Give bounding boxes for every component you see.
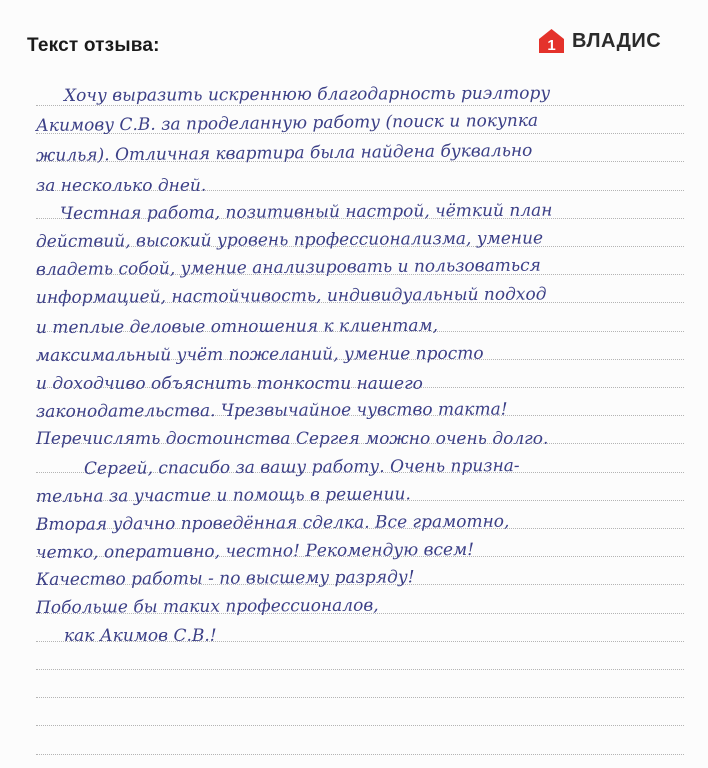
review-line: четко, оперативно, честно! Рекомендую всем! [35, 539, 475, 563]
review-line: Перечислять достоинства Сергея можно очень долго. [36, 429, 549, 449]
review-line: действий, высокий уровень профессионализма, умение [35, 228, 544, 252]
review-line: за несколько дней. [36, 176, 207, 196]
review-line: информацией, настойчивость, индивидуальный подход [35, 284, 547, 308]
review-line: Сергей, спасибо за вашу работу. Очень призна- [83, 455, 520, 479]
brand-mark-digit: 1 [547, 37, 556, 54]
review-line: владеть собой, умение анализировать и пользоваться [35, 255, 541, 280]
review-line: законодательства. Чрезвычайное чувство такта! [35, 399, 508, 422]
house-icon [538, 28, 565, 54]
ruled-line [36, 697, 684, 698]
review-line: и доходчиво объяснить тонкости нашего [36, 374, 423, 394]
brand-logo [538, 28, 661, 54]
review-title: Текст отзыва: [27, 35, 160, 56]
review-line: и теплые деловые отношения к клиентам, [35, 315, 439, 338]
review-line: Вторая удачно проведённая сделка. Все грамотно, [35, 511, 510, 535]
ruled-line [36, 669, 684, 670]
review-line: как Акимов С.В.! [64, 626, 217, 646]
brand-name: ВЛАДИС [572, 29, 662, 52]
review-line: Честная работа, позитивный настрой, чёткий план [59, 200, 553, 224]
review-line: Качество работы - по высшему разряду! [35, 567, 415, 590]
review-line: Хочу выразить искреннюю благодарность риэлтору [63, 83, 551, 106]
ruled-line [36, 754, 684, 755]
review-line: тельна за участие и помощь в решении. [35, 484, 411, 507]
review-line: жилья). Отличная квартира была найдена буквально [35, 140, 533, 166]
ruled-line [36, 725, 684, 726]
review-line: максимальный учёт пожеланий, умение просто [35, 343, 484, 366]
review-line: Акимову С.В. за проделанную работу (поиск и покупка [35, 110, 539, 136]
review-line: Побольше бы таких профессионалов, [35, 595, 379, 618]
